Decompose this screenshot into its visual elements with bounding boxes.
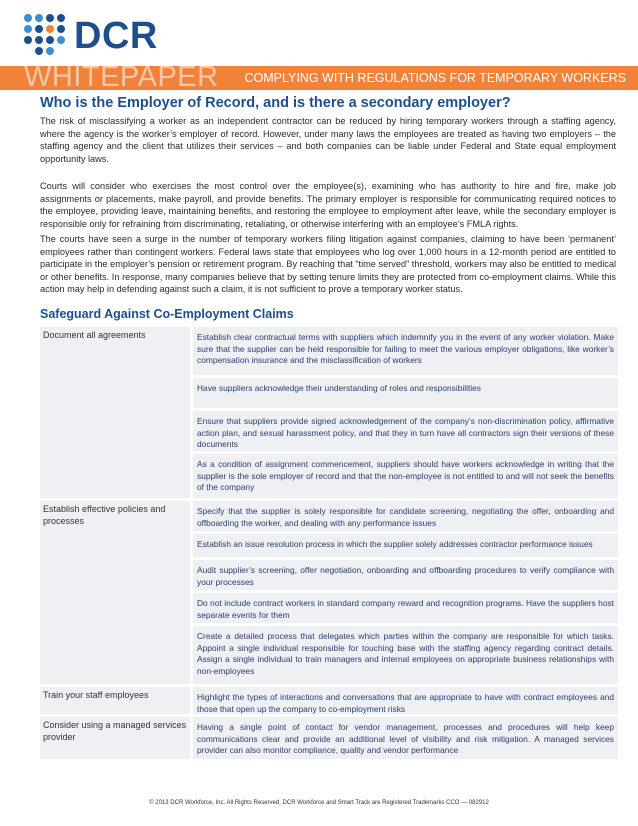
page-title: Who is the Employer of Record, and is there a secondary employer? [40,95,511,111]
banner-subtitle: COMPLYING WITH REGULATIONS FOR TEMPORARY WORKERS [244,71,626,85]
dcr-logo [24,14,184,56]
section-title: Safeguard Against Co-Employment Claims [40,307,294,321]
paragraph-1: The risk of misclassifying a worker as an independent contractor can be reduced by hiring temporary workers through a staffing agency, where the agency is the worker’s employer of record. However, under many laws the employees are treated as having two employers – the staffing agency and the client that utilizes their services – and both companies can be liable under Federal and State equal employment opportunity laws. [40,116,616,164]
table-right-cell: Create a detailed process that delegates which parties within the company are responsible for which tasks. Appoint a single individual responsible for touching base with the staffing agency regarding contract details. Assign a single individual to train managers and internal employees on appropriate business relationships with non-employees [193,626,618,684]
paragraph-3: The courts have seen a surge in the number of temporary workers filing litigation against companies, claiming to have been ‘permanent’ employees rather than contingent workers. Federal laws state that employees who log over 1,000 hours in a 12-month period are entitled to participate in the employer’s pension or retirement program. By reaching that “time served” threshold, workers may also be entitled to medical or other benefits. In response, many companies believe that by setting tenure limits they are protected from co-employment claims. While this action may help in defending against such a claim, it is not sufficient to prove a temporary worker status. [40,234,616,295]
header-banner [0,61,638,93]
logo-dots-icon [24,14,68,56]
table-right-cell: As a condition of assignment commencement, suppliers should have workers acknowledge in writing that the supplier is the sole employer of record and that the non-employee is not entitled to and will not seek the benefits of the company [193,454,618,498]
table-right-cell: Establish an issue resolution process in which the supplier solely addresses contractor performance issues [193,534,618,557]
table-right-cell: Specify that the supplier is solely responsible for candidate screening, negotiating the offer, onboarding and offboarding the worker, and dealing with any performance issues [193,501,618,531]
paragraph-2: Courts will consider who exercises the most control over the employee(s), examining who has authority to hire and fire, make job assignments or placements, make payroll, and provide benefits. The primary employer is responsible for communicating required notices to the employee, providing leave, maintaining benefits, and restoring the employee to employment after leave, while the secondary employer is responsible only for refraining from discriminating, retaliating, or otherwise interfering with an employee’s FMLA rights. [40,181,616,229]
table-left-cell: Consider using a managed services provider [40,717,190,759]
footer-copyright: © 2013 DCR Workforce, Inc. All Rights Reserved. DCR Workforce and Smart Track are Registered Trademarks CCO — 082912 [149,800,489,806]
table-right-cell: Ensure that suppliers provide signed acknowledgement of the company’s non-discrimination policy, affirmative action plan, and sexual harassment policy, and that they in turn have all contractors sign their versions of these documents [193,411,618,451]
logo-text: DCR [74,15,158,57]
table-left-cell: Establish effective policies and processes [40,501,190,684]
table-right-cell: Having a single point of contact for vendor management, processes and procedures will help keep communications clear and provide an additional level of visibility and risk mitigation. A managed services provider can also monitor compliance, quality and vendor performance [193,717,618,759]
table-right-cell: Highlight the types of interactions and conversations that are appropriate to have with contract employees and those that open up the company to co-employment risks [193,687,618,714]
safeguard-table [40,327,618,759]
table-left-cell: Document all agreements [40,327,190,498]
table-right-cell: Establish clear contractual terms with suppliers which indemnify you in the event of any worker violation. Make sure that the supplier can be held responsible for failing to meet the various employer obligations, like worker’s compensation insurance and the misclassification of workers [193,327,618,375]
banner-word: WHITEPAPER [24,61,219,93]
table-right-cell: Audit supplier’s screening, offer negotiation, onboarding and offboarding procedures to verify compliance with your processes [193,560,618,590]
table-right-cell: Have suppliers acknowledge their understanding of roles and responsibilities [193,378,618,408]
table-right-cell: Do not include contract workers in standard company reward and recognition programs. Have the suppliers host separate events for them [193,593,618,623]
table-left-cell: Train your staff employees [40,687,190,714]
